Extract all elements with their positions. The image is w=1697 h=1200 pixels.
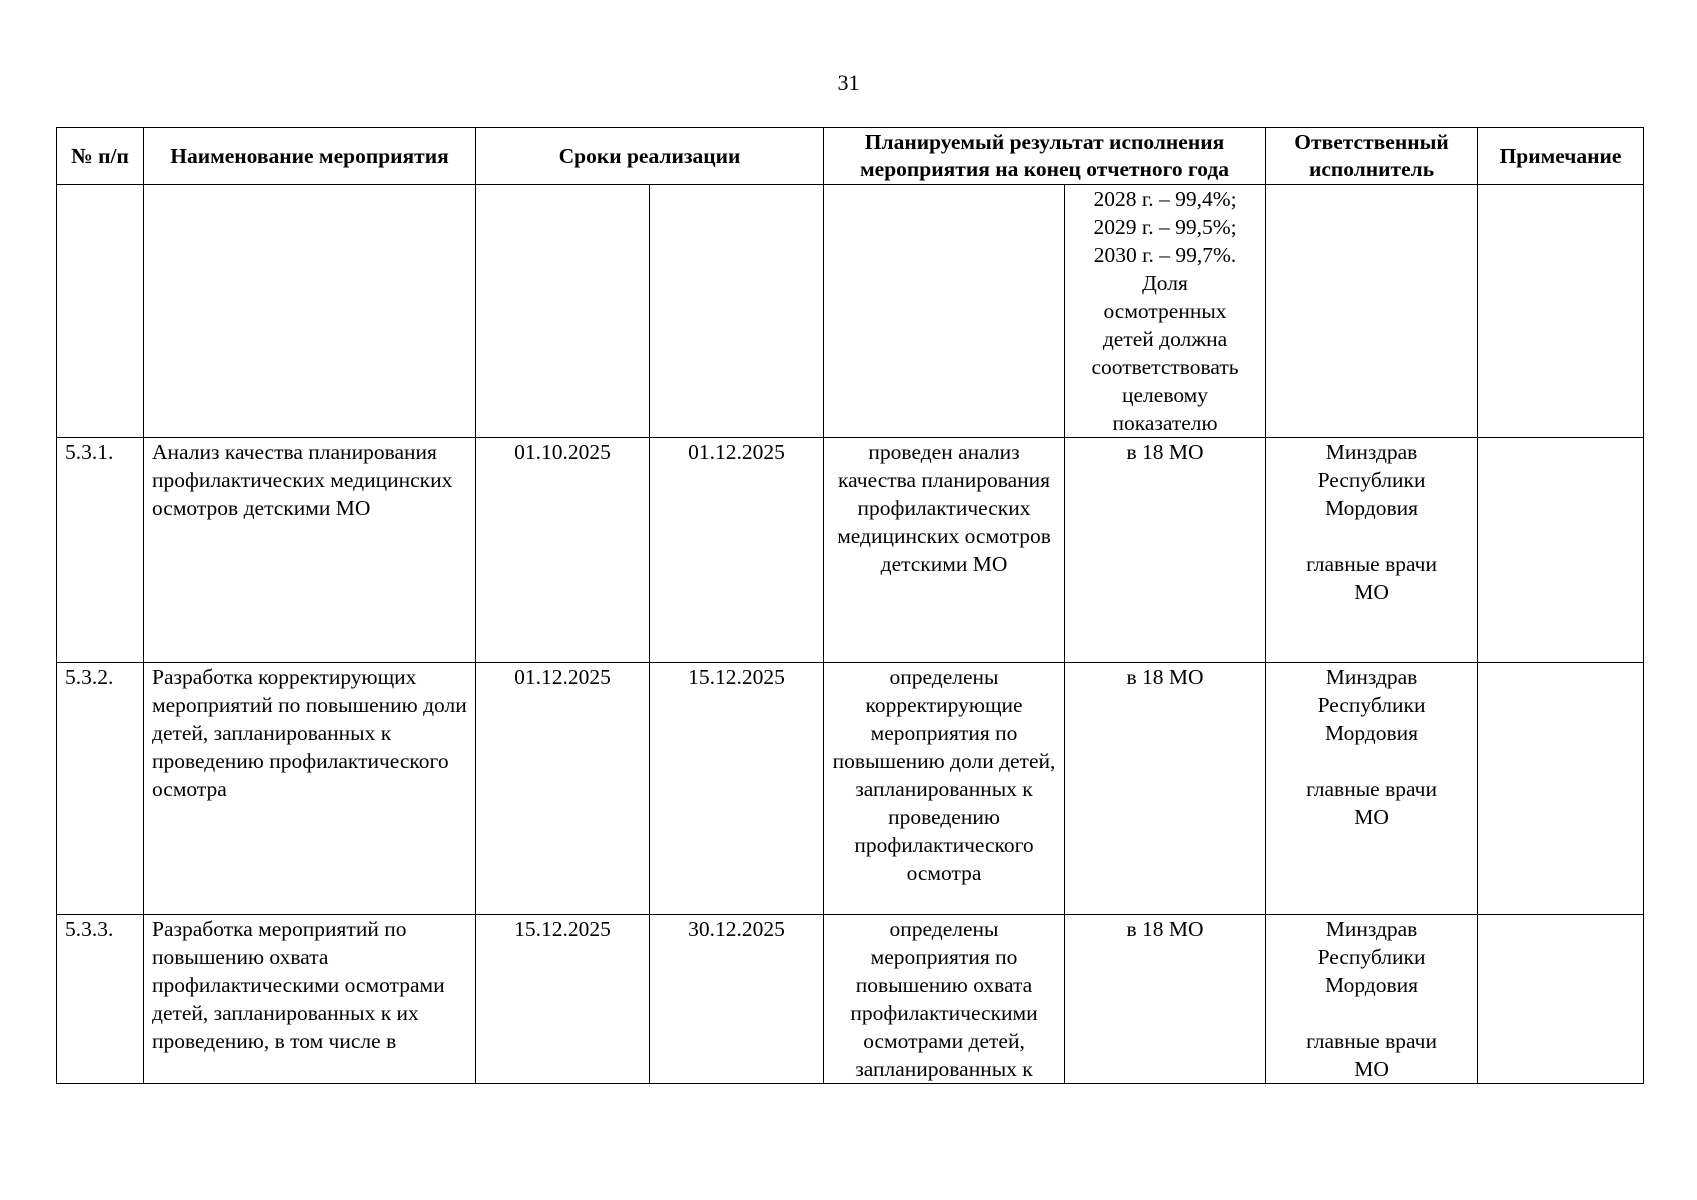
- table-row: [57, 915, 1644, 1084]
- cell-result: определены корректирующие мероприятия по повышению доли детей, запланированных к проведению профилактического осмотра: [824, 663, 1065, 915]
- table-row: [57, 438, 1644, 663]
- cell-indicator: в 18 МО: [1065, 915, 1266, 1084]
- cell-num: [57, 185, 144, 438]
- cell-end: 15.12.2025: [650, 663, 824, 915]
- cell-note: [1478, 185, 1644, 438]
- table-row: [57, 663, 1644, 915]
- cell-name: Анализ качества планирования профилактических медицинских осмотров детскими МО: [144, 438, 476, 663]
- cell-note: [1478, 438, 1644, 663]
- cell-start: 01.10.2025: [476, 438, 650, 663]
- cell-responsible: Минздрав Республики Мордовия главные врачи МО: [1266, 663, 1478, 915]
- cell-num: 5.3.3.: [57, 915, 144, 1084]
- cell-end: 01.12.2025: [650, 438, 824, 663]
- cell-num: 5.3.2.: [57, 663, 144, 915]
- cell-start: [476, 185, 650, 438]
- header-num: № п/п: [57, 128, 144, 185]
- cell-start: 01.12.2025: [476, 663, 650, 915]
- cell-name: Разработка корректирующих мероприятий по повышению доли детей, запланированных к проведению профилактического осмотра: [144, 663, 476, 915]
- header-result: Планируемый результат исполнения мероприятия на конец отчетного года: [824, 128, 1266, 185]
- header-terms: Сроки реализации: [476, 128, 824, 185]
- cell-result: определены мероприятия по повышению охвата профилактическими осмотрами детей, запланированных к: [824, 915, 1065, 1084]
- cell-note: [1478, 663, 1644, 915]
- cell-note: [1478, 915, 1644, 1084]
- header-responsible: Ответственный исполнитель: [1266, 128, 1478, 185]
- cell-start: 15.12.2025: [476, 915, 650, 1084]
- cell-result: [824, 185, 1065, 438]
- header-name: Наименование мероприятия: [144, 128, 476, 185]
- cell-name: Разработка мероприятий по повышению охвата профилактическими осмотрами детей, запланированных к их проведению, в том числе в: [144, 915, 476, 1084]
- cell-name: [144, 185, 476, 438]
- header-note: Примечание: [1478, 128, 1644, 185]
- cell-end: [650, 185, 824, 438]
- cell-indicator: 2028 г. – 99,4%; 2029 г. – 99,5%; 2030 г. – 99,7%. Доля осмотренных детей должна соответствовать целевому показателю: [1065, 185, 1266, 438]
- cell-responsible: [1266, 185, 1478, 438]
- activities-table: [56, 127, 1644, 1084]
- cell-num: 5.3.1.: [57, 438, 144, 663]
- cell-indicator: в 18 МО: [1065, 663, 1266, 915]
- continuation-row: [57, 185, 1644, 438]
- cell-responsible: Минздрав Республики Мордовия главные врачи МО: [1266, 915, 1478, 1084]
- cell-responsible: Минздрав Республики Мордовия главные врачи МО: [1266, 438, 1478, 663]
- cell-end: 30.12.2025: [650, 915, 824, 1084]
- cell-result: проведен анализ качества планирования профилактических медицинских осмотров детскими МО: [824, 438, 1065, 663]
- page-number: 31: [837, 70, 860, 95]
- table-header-row: [57, 128, 1644, 185]
- cell-indicator: в 18 МО: [1065, 438, 1266, 663]
